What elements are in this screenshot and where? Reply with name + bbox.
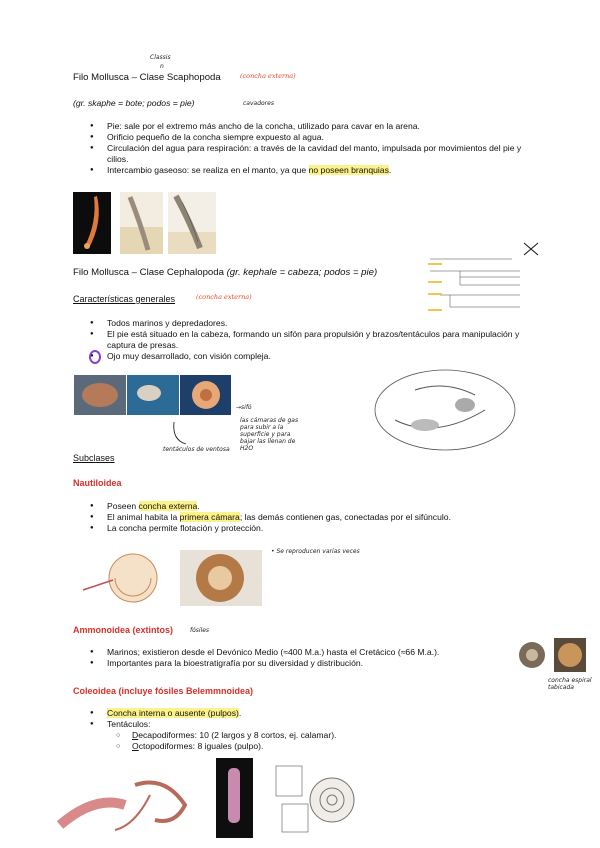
list-item: ● Ojo muy desarrollado, con visión compleja. — [73, 351, 533, 362]
note-clase: Classis — [150, 54, 171, 61]
sifon-note: →sifó — [236, 404, 252, 411]
list-item: ○ Decapodiformes: 10 (2 largos y 8 cortos, ej. calamar). — [73, 730, 533, 741]
coleoidea-title: Coleoidea (incluye fósiles Belemmnoidea) — [73, 686, 254, 696]
list-item: ● La concha permite flotación y protección. — [73, 523, 533, 534]
list-item: ● Importantes para la bioestratigrafía por su diversidad y distribución. — [73, 658, 543, 669]
nautiloidea-title: Nautiloidea — [73, 478, 122, 488]
octopus-photo — [74, 375, 126, 415]
nautilus-shell-photo — [180, 550, 262, 606]
squid-photo — [127, 375, 179, 415]
coleoidea-bullets — [73, 708, 533, 730]
nautilus-photo — [180, 375, 231, 415]
list-item: ● Pie: sale por el extremo más ancho de la concha, utilizado para cavar en la arena. — [73, 121, 528, 132]
list-item: ● Marinos; existieron desde el Devónico Medio (≈400 M.a.) hasta el Cretácico (≈66 M.a.). — [73, 647, 543, 658]
list-item: ● Orificio pequeño de la concha siempre expuesto al agua. — [73, 132, 528, 143]
coleoidea-sub-list — [73, 730, 533, 752]
scaphopod-shell-photo — [73, 192, 111, 254]
tentacle-note: tentáculos de ventosa — [163, 446, 230, 453]
list-item: ○ Octopodiformes: 8 iguales (pulpo). — [73, 741, 533, 752]
nautilus-diagram — [73, 550, 178, 606]
cephalopod-anatomy-diagram — [355, 350, 535, 470]
list-item: ● Circulación del agua para respiración: a través de la cavidad del manto, impulsada por movimientos del pie y cilios. — [73, 143, 528, 165]
ammonite-shell-photo-1 — [508, 640, 550, 670]
cephalopoda-general-heading: Características generales — [73, 294, 176, 304]
list-item: ● Intercambio gaseoso: se realiza en el manto, ya que no poseen branquias. — [73, 165, 528, 176]
subclases-heading: Subclases — [73, 453, 115, 463]
list-item: ● Concha interna o ausente (pulpos). — [73, 708, 533, 719]
list-item: ● Poseen concha externa. — [73, 501, 533, 512]
scaphopoda-red-note: (concha externa) — [240, 72, 296, 80]
ammonite-shell-photo-2 — [554, 638, 586, 672]
list-item: ● Todos marinos y depredadores. — [73, 318, 533, 329]
arrow-icon — [170, 420, 200, 450]
cephalopoda-general-note: (concha externa) — [196, 293, 252, 301]
ammonoidea-img-note: concha espiral tabicada — [548, 677, 592, 691]
gas-note: las cámaras de gas para subir a la superficie y para bajar las llenan de H2O — [240, 417, 299, 452]
scaphopod-diagram-1 — [120, 192, 163, 254]
reproduction-note: • Se reproducen varias veces — [271, 548, 360, 555]
squid-octopus-illustration — [55, 765, 205, 835]
scaphopod-diagram-2 — [168, 192, 216, 254]
eye-doodle-icon — [88, 349, 102, 367]
note-clase-n: n — [160, 63, 164, 70]
ammonoidea-note: fósiles — [190, 627, 210, 634]
cephalopoda-title: Filo Mollusca – Clase Cephalopoda (gr. kephale = cabeza; podos = pie) — [73, 267, 378, 278]
scaphopoda-etym-note: cavadores — [243, 100, 274, 107]
nautiloidea-bullets — [73, 501, 533, 534]
list-item: ● El pie está situado en la cabeza, formando un sifón para propulsión y brazos/tentáculos para manipulación y captura de presas. — [73, 329, 533, 351]
ammonoidea-title: Ammonoidea (extintos) — [73, 625, 174, 635]
scaphopoda-etym: (gr. skaphe = bote; podos = pie) — [73, 98, 195, 108]
spirula-diagram — [272, 760, 358, 835]
list-item: ● Tentáculos: — [73, 719, 533, 730]
belemnite-squid-photo — [216, 758, 253, 838]
list-item: ● El animal habita la primera cámara; las demás contienen gas, conectadas por el sifúnculo. — [73, 512, 533, 523]
cephalopod-phylogeny-diagram — [420, 237, 550, 323]
scaphopoda-title: Filo Mollusca – Clase Scaphopoda — [73, 72, 221, 83]
ammonoidea-bullets — [73, 647, 543, 669]
scaphopoda-bullets — [73, 121, 528, 176]
